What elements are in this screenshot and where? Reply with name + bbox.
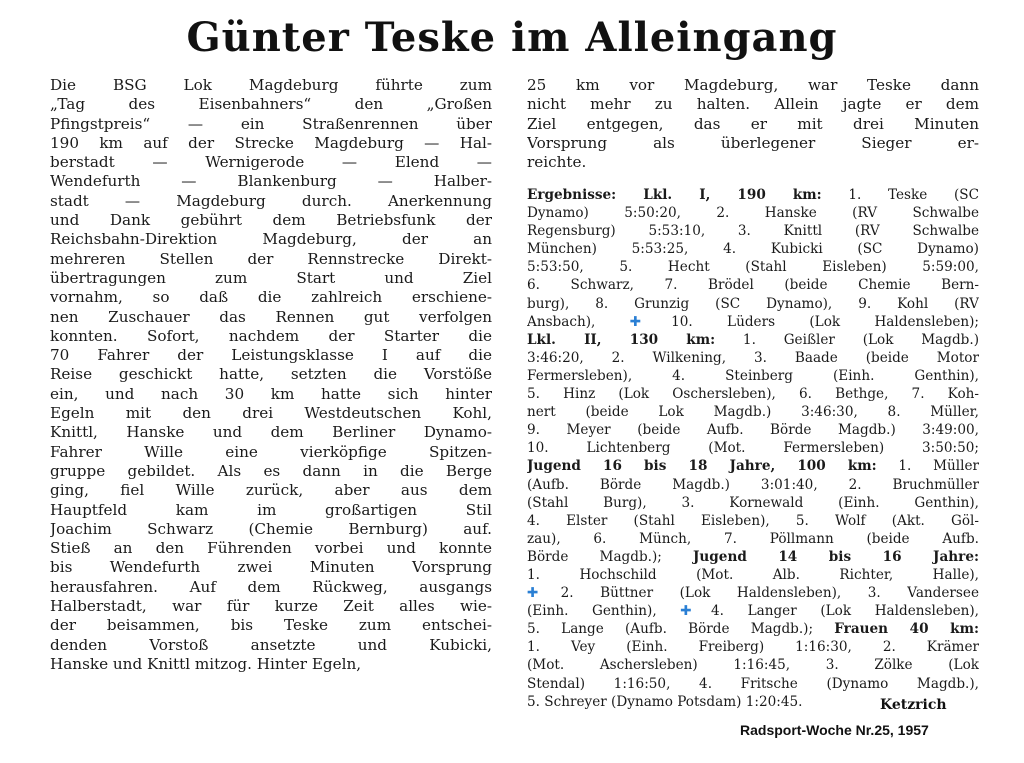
result-line — [527, 349, 979, 367]
result-text: 4. Elster (Stahl Eisleben), 5. Wolf (Akt. Göl- — [527, 512, 979, 529]
result-line — [527, 512, 979, 530]
text-line: nen Zuschauer das Rennen gut verfolgen — [50, 307, 492, 326]
result-line — [527, 276, 979, 294]
result-line — [527, 421, 979, 439]
result-line — [527, 675, 979, 693]
result-line — [527, 439, 979, 457]
result-line — [527, 566, 979, 584]
result-category-label: Jugend 14 bis 16 Jahre: — [692, 548, 979, 565]
text-line: herausfahren. Auf dem Rückweg, ausgangs — [50, 577, 492, 596]
result-line — [527, 222, 979, 240]
text-line: denden Vorstoß ansetzte und Kubicki, — [50, 635, 492, 654]
result-text: 5:53:50, 5. Hecht (Stahl Eisleben) 5:59:00, — [527, 259, 979, 276]
result-text: Dynamo) 5:50:20, 2. Hanske (RV Schwalbe — [527, 205, 979, 222]
result-text: 9. Meyer (beide Aufb. Börde Magdb.) 3:49:00, — [527, 422, 979, 439]
text-line: nicht mehr zu halten. Allein jagte er dem — [527, 95, 979, 114]
result-text: 2. Büttner (Lok Haldensleben), 3. Vandersee — [560, 585, 979, 602]
author-signature: Ketzrich — [880, 697, 947, 713]
article-headline: Günter Teske im Alleingang — [186, 14, 838, 61]
race-results — [527, 186, 979, 711]
result-text: (Aufb. Börde Magdb.) 3:01:40, 2. Bruchmüller — [527, 476, 979, 493]
result-line — [527, 295, 979, 313]
text-line: Hauptfeld kam im großartigen Stil — [50, 500, 492, 519]
result-category-label: Ergebnisse: Lkl. I, 190 km: — [527, 187, 822, 203]
result-text: (Einh. Genthin), — [527, 603, 681, 620]
text-line: Reichsbahn-Direktion Magdeburg, der an — [50, 230, 492, 249]
text-line: Fahrer Wille eine vierköpfige Spitzen- — [50, 442, 492, 461]
result-text: 6. Schwarz, 7. Brödel (beide Chemie Bern- — [527, 277, 979, 294]
result-line — [527, 186, 979, 204]
text-line: übertragungen zum Start und Ziel — [50, 268, 492, 287]
text-line: 190 km auf der Strecke Magdeburg — Hal- — [50, 133, 492, 152]
text-line: Joachim Schwarz (Chemie Bernburg) auf. — [50, 519, 492, 538]
result-text: (Mot. Aschersleben) 1:16:45, 3. Zölke (Lok — [527, 657, 979, 674]
result-line — [527, 476, 979, 494]
result-line — [527, 204, 979, 222]
text-line: der beisammen, bis Teske zum entschei- — [50, 616, 492, 635]
result-text: burg), 8. Grunzig (SC Dynamo), 9. Kohl (RV — [527, 295, 979, 312]
result-category-label: Jugend 16 bis 18 Jahre, 100 km: — [527, 458, 877, 475]
result-line — [527, 331, 979, 349]
result-text: 1. Müller — [876, 458, 979, 475]
article-right-column — [527, 76, 979, 172]
result-text: 1. Hochschild (Mot. Alb. Richter, Halle), — [527, 566, 979, 583]
result-line — [527, 656, 979, 674]
result-text: 1. Teske (SC — [821, 187, 979, 203]
result-line — [527, 367, 979, 385]
text-line: ein, und nach 30 km hatte sich hinter — [50, 384, 492, 403]
text-line: Hanske und Knittl mitzog. Hinter Egeln, — [50, 654, 362, 673]
result-line — [527, 403, 979, 421]
text-line: stadt — Magdeburg durch. Anerkennung — [50, 191, 492, 210]
text-line: „Tag des Eisenbahners“ den „Großen — [50, 95, 492, 114]
result-line — [527, 530, 979, 548]
result-text: 5. Schreyer (Dynamo Potsdam) 1:20:45. — [527, 693, 803, 710]
result-line — [527, 457, 979, 475]
text-line: Wendefurth — Blankenburg — Halber- — [50, 172, 492, 191]
result-line — [527, 385, 979, 403]
result-text: Ansbach), — [527, 313, 630, 330]
result-line — [527, 258, 979, 276]
cross-marker-icon: ✚ — [629, 313, 672, 330]
result-text: 5. Hinz (Lok Oschersleben), 6. Bethge, 7. Koh- — [527, 386, 979, 403]
text-line: Vorsprung als überlegener Sieger er- — [527, 133, 979, 152]
text-line: Egeln mit den drei Westdeutschen Kohl, — [50, 404, 492, 423]
text-line: Ziel entgegen, das er mit drei Minuten — [527, 114, 979, 133]
result-text: Regensburg) 5:53:10, 3. Knittl (RV Schwalbe — [527, 223, 979, 240]
text-line: ging, fiel Wille zurück, aber aus dem — [50, 481, 492, 500]
result-line — [527, 240, 979, 258]
text-line: Die BSG Lok Magdeburg führte zum — [50, 76, 492, 94]
result-text: 1. Vey (Einh. Freiberg) 1:16:30, 2. Krämer — [527, 639, 979, 656]
text-line: gruppe gebildet. Als es dann in die Berge — [50, 461, 492, 480]
text-line: Stieß an den Führenden vorbei und konnte — [50, 539, 492, 558]
source-citation: Radsport-Woche Nr.25, 1957 — [740, 722, 929, 738]
result-text: 10. Lichtenberg (Mot. Fermersleben) 3:50:50; — [527, 440, 979, 457]
result-text: 4. Langer (Lok Haldensleben), — [710, 603, 979, 620]
result-text: München) 5:53:25, 4. Kubicki (SC Dynamo) — [527, 241, 979, 258]
result-text: 10. Lüders (Lok Haldensleben); — [671, 313, 979, 330]
text-line: mehreren Stellen der Rennstrecke Direkt- — [50, 249, 492, 268]
text-line: 70 Fahrer der Leistungsklasse I auf die — [50, 346, 492, 365]
result-text: Börde Magdb.); — [527, 548, 693, 565]
text-line: und Dank gebührt dem Betriebsfunk der — [50, 211, 492, 230]
result-text: Stendal) 1:16:50, 4. Fritsche (Dynamo Magdb.), — [527, 675, 979, 692]
result-category-label: Frauen 40 km: — [834, 621, 979, 638]
text-line: reichte. — [527, 153, 587, 172]
text-line: Reise geschickt hatte, setzten die Vorstöße — [50, 365, 492, 384]
text-line: berstadt — Wernigerode — Elend — — [50, 153, 492, 172]
result-text: Fermersleben), 4. Steinberg (Einh. Genthin), — [527, 367, 979, 384]
result-line — [527, 494, 979, 512]
result-line — [527, 313, 979, 331]
result-text: 3:46:20, 2. Wilkening, 3. Baade (beide Motor — [527, 349, 979, 366]
article-left-column — [50, 76, 492, 674]
result-category-label: Lkl. II, 130 km: — [527, 331, 716, 348]
result-line — [527, 602, 979, 620]
result-line — [527, 548, 979, 566]
result-line — [527, 620, 979, 638]
text-line: Pfingstpreis“ — ein Straßenrennen über — [50, 114, 492, 133]
result-line — [527, 584, 979, 602]
text-line: 25 km vor Magdeburg, war Teske dann — [527, 76, 979, 94]
text-line: Halberstadt, war für kurze Zeit alles wie- — [50, 597, 492, 616]
cross-marker-icon: ✚ — [680, 603, 711, 620]
text-line: vornahm, so daß die zahlreich erschiene- — [50, 288, 492, 307]
result-text: zau), 6. Münch, 7. Pöllmann (beide Aufb. — [527, 530, 979, 547]
result-text: 5. Lange (Aufb. Börde Magdb.); — [527, 621, 835, 638]
text-line: bis Wendefurth zwei Minuten Vorsprung — [50, 558, 492, 577]
result-text: nert (beide Lok Magdb.) 3:46:30, 8. Müller, — [527, 404, 979, 421]
text-line: konnten. Sofort, nachdem der Starter die — [50, 326, 492, 345]
result-line — [527, 638, 979, 656]
result-text: (Stahl Burg), 3. Kornewald (Einh. Genthin), — [527, 494, 979, 511]
text-line: Knittl, Hanske und dem Berliner Dynamo- — [50, 423, 492, 442]
cross-marker-icon: ✚ — [527, 585, 561, 602]
result-text: 1. Geißler (Lok Magdb.) — [715, 331, 979, 348]
